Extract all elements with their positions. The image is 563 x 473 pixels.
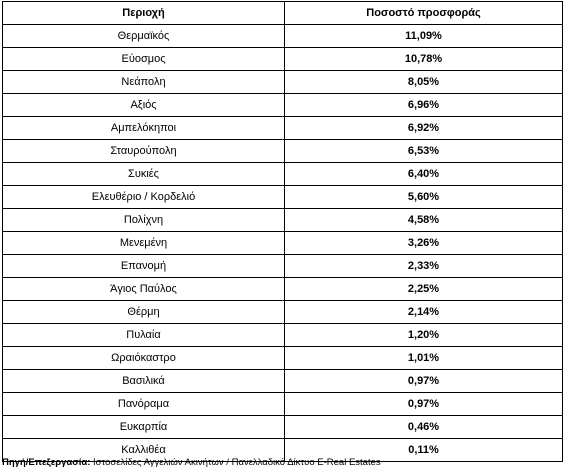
area-cell: Νεάπολη [3,71,285,94]
table-row [3,232,563,255]
percentage-cell: 0,97% [285,370,563,393]
table-row [3,186,563,209]
area-cell: Ευκαρπία [3,416,285,439]
percentage-cell: 1,20% [285,324,563,347]
percentage-cell: 4,58% [285,209,563,232]
table-header-row [3,2,563,25]
table-row [3,278,563,301]
area-cell: Θέρμη [3,301,285,324]
percentage-cell: 2,33% [285,255,563,278]
percentage-cell: 5,60% [285,186,563,209]
percentage-cell: 6,96% [285,94,563,117]
table-row [3,347,563,370]
area-column-header: Περιοχή [3,2,285,25]
percentage-column-header: Ποσοστό προσφοράς [285,2,563,25]
area-cell: Άγιος Παύλος [3,278,285,301]
area-cell: Πολίχνη [3,209,285,232]
table-row [3,25,563,48]
offer-percentage-table [2,1,563,462]
area-cell: Θερμαϊκός [3,25,285,48]
area-cell: Ελευθέριο / Κορδελιό [3,186,285,209]
percentage-cell: 6,53% [285,140,563,163]
table-row [3,140,563,163]
table-row [3,117,563,140]
area-cell: Σταυρούπολη [3,140,285,163]
area-cell: Εύοσμος [3,48,285,71]
percentage-cell: 8,05% [285,71,563,94]
area-cell: Ωραιόκαστρο [3,347,285,370]
area-cell: Επανομή [3,255,285,278]
percentage-cell: 1,01% [285,347,563,370]
table-row [3,94,563,117]
area-cell: Πυλαία [3,324,285,347]
table-row [3,301,563,324]
table-row [3,71,563,94]
area-cell: Πανόραμα [3,393,285,416]
area-cell: Καλλιθέα [3,439,285,462]
percentage-cell: 0,46% [285,416,563,439]
area-cell: Μενεμένη [3,232,285,255]
table-row [3,393,563,416]
percentage-cell: 0,11% [285,439,563,462]
percentage-cell: 2,25% [285,278,563,301]
table-row [3,255,563,278]
table-row [3,324,563,347]
table-row [3,163,563,186]
table-row [3,209,563,232]
table-row [3,370,563,393]
area-cell: Συκιές [3,163,285,186]
percentage-cell: 6,92% [285,117,563,140]
percentage-cell: 11,09% [285,25,563,48]
table-body [3,25,563,462]
percentage-cell: 6,40% [285,163,563,186]
area-cell: Αξιός [3,94,285,117]
table-row [3,48,563,71]
source-text: Ιστοσελίδες Αγγελιών Ακινήτων / Πανελλαδικό Δίκτυο E-Real Estates [90,457,381,468]
area-cell: Αμπελόκηποι [3,117,285,140]
percentage-cell: 10,78% [285,48,563,71]
percentage-cell: 2,14% [285,301,563,324]
area-cell: Βασιλικά [3,370,285,393]
source-label: Πηγή/Επεξεργασία: [2,457,91,468]
source-note [2,457,381,469]
percentage-cell: 0,97% [285,393,563,416]
percentage-cell: 3,26% [285,232,563,255]
table-row [3,416,563,439]
